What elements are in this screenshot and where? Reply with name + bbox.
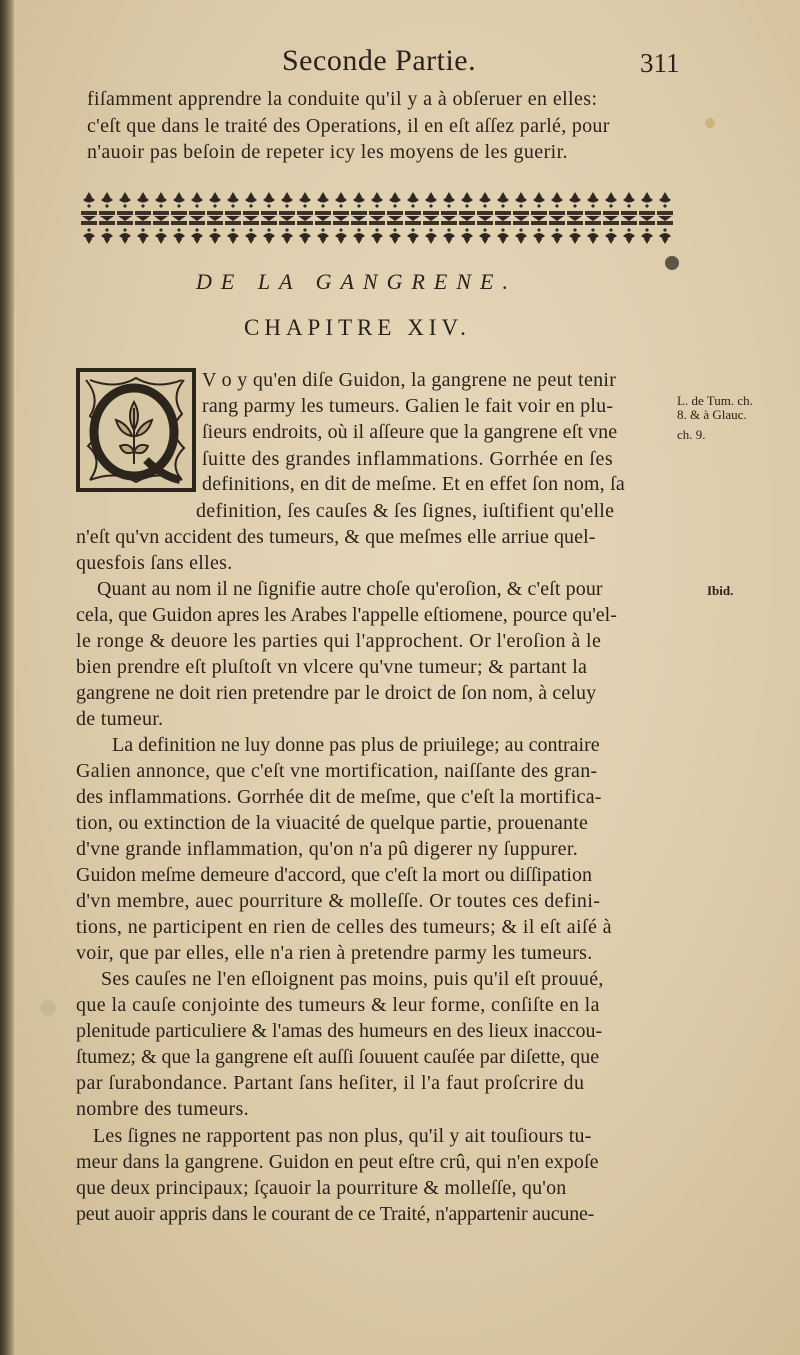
text-line: d'vne grande inflammation, qu'on n'a pû digerer ny ſuppurer. (76, 838, 579, 860)
text-line: meur dans la gangrene. Guidon en peut eſtre crû, qui n'en expoſe (76, 1151, 599, 1173)
text-line: Ses cauſes ne l'en eſloignent pas moins, puis qu'il eſt prouué, (101, 968, 604, 990)
foxing-stain (705, 118, 715, 128)
text-line: V o y qu'en diſe Guidon, la gangrene ne peut tenir (202, 369, 617, 391)
text-line: le ronge & deuore les parties qui l'approchent. Or l'eroſion à le (76, 630, 602, 652)
running-head: Seconde Partie. (282, 44, 477, 77)
text-line: Guidon meſme demeure d'accord, que c'eſt la mort ou diſſipation (76, 864, 592, 886)
margin-note-reference: ch. 9. (677, 427, 706, 442)
text-line: fiſamment apprendre la conduite qu'il y a à obſeruer en elles: (87, 88, 598, 110)
text-line: c'eſt que dans le traité des Operations, il en eſt aſſez parlé, pour (87, 115, 610, 137)
foxing-stain (40, 1000, 56, 1016)
text-line: gangrene ne doit rien pretendre par le droict de ſon nom, à celuy (76, 682, 597, 704)
text-line: que la cauſe conjointe des tumeurs & leur forme, conſiſte en la (76, 994, 600, 1016)
text-line: definition, ſes cauſes & ſes ſignes, iuſtifient qu'elle (196, 500, 615, 522)
decorated-initial-q (76, 368, 196, 492)
text-line: de tumeur. (76, 708, 164, 730)
text-line: ſtumez; & que la gangrene eſt auſſi ſouuent cauſée par diſette, que (76, 1046, 600, 1068)
text-line: n'auoir pas beſoin de repeter icy les moyens de les guerir. (87, 141, 568, 163)
text-line: plenitude particuliere & l'amas des humeurs en des lieux inaccou- (76, 1020, 603, 1042)
text-line: par ſurabondance. Partant ſans heſiter, il l'a faut proſcrire du (76, 1072, 585, 1094)
text-line: Les ſignes ne rapportent pas non plus, qu'il y ait touſiours tu- (93, 1125, 592, 1147)
text-line: definitions, en dit de meſme. Et en effet ſon nom, ſa (202, 473, 625, 495)
text-line: nombre des tumeurs. (76, 1098, 249, 1120)
text-line: tions, ne participent en rien de celles des tumeurs; & il eſt aiſé à (76, 916, 612, 938)
text-line: d'vn membre, auec pourriture & molleſſe. Or toutes ces defini- (76, 890, 601, 912)
text-line: ſuitte des grandes inflammations. Gorrhée en ſes (202, 448, 614, 470)
printers-ornament-band (80, 190, 674, 246)
text-line: tion, ou extinction de la viuacité de quelque partie, prouenante (76, 812, 589, 834)
text-line: n'eſt qu'vn accident des tumeurs, & que meſmes elle arriue quel- (76, 526, 596, 548)
text-line: voir, que par elles, elle n'a rien à pretendre parmy les tumeurs. (76, 942, 593, 964)
chapter-heading: CHAPITRE XIV. (244, 315, 471, 340)
margin-note-ibid: Ibid. (707, 583, 734, 598)
text-line: rang parmy les tumeurs. Galien le fait voir en plu- (202, 395, 614, 417)
text-line: bien prendre eſt pluſtoſt vn vlcere qu'vne tumeur; & partant la (76, 656, 588, 678)
text-line: cela, que Guidon apres les Arabes l'appelle eſtiomene, pource qu'el- (76, 604, 617, 626)
text-line: Galien annonce, que c'eſt vne mortification, naiſſante des gran- (76, 760, 598, 782)
text-line: quesfois ſans elles. (76, 552, 233, 574)
margin-note-reference: L. de Tum. ch. (677, 393, 753, 408)
text-line: peut auoir appris dans le courant de ce Traité, n'appartenir aucune- (76, 1203, 595, 1225)
text-line: ſieurs endroits, où il aſſeure que la gangrene eſt vne (202, 421, 618, 443)
page-gutter-shadow (0, 0, 14, 1355)
text-line: La definition ne luy donne pas plus de priuilege; au contraire (112, 734, 600, 756)
text-line: des inflammations. Gorrhée dit de meſme, que c'eſt la mortifica- (76, 786, 602, 808)
margin-note-reference: 8. & à Glauc. (677, 407, 747, 422)
page-number: 311 (640, 48, 680, 78)
text-line: Quant au nom il ne ſignifie autre choſe qu'eroſion, & c'eſt pour (97, 578, 603, 600)
section-title: DE LA GANGRENE. (196, 269, 517, 294)
foxing-stain (665, 256, 679, 270)
text-line: que deux principaux; ſçauoir la pourriture & molleſſe, qu'on (76, 1177, 567, 1199)
